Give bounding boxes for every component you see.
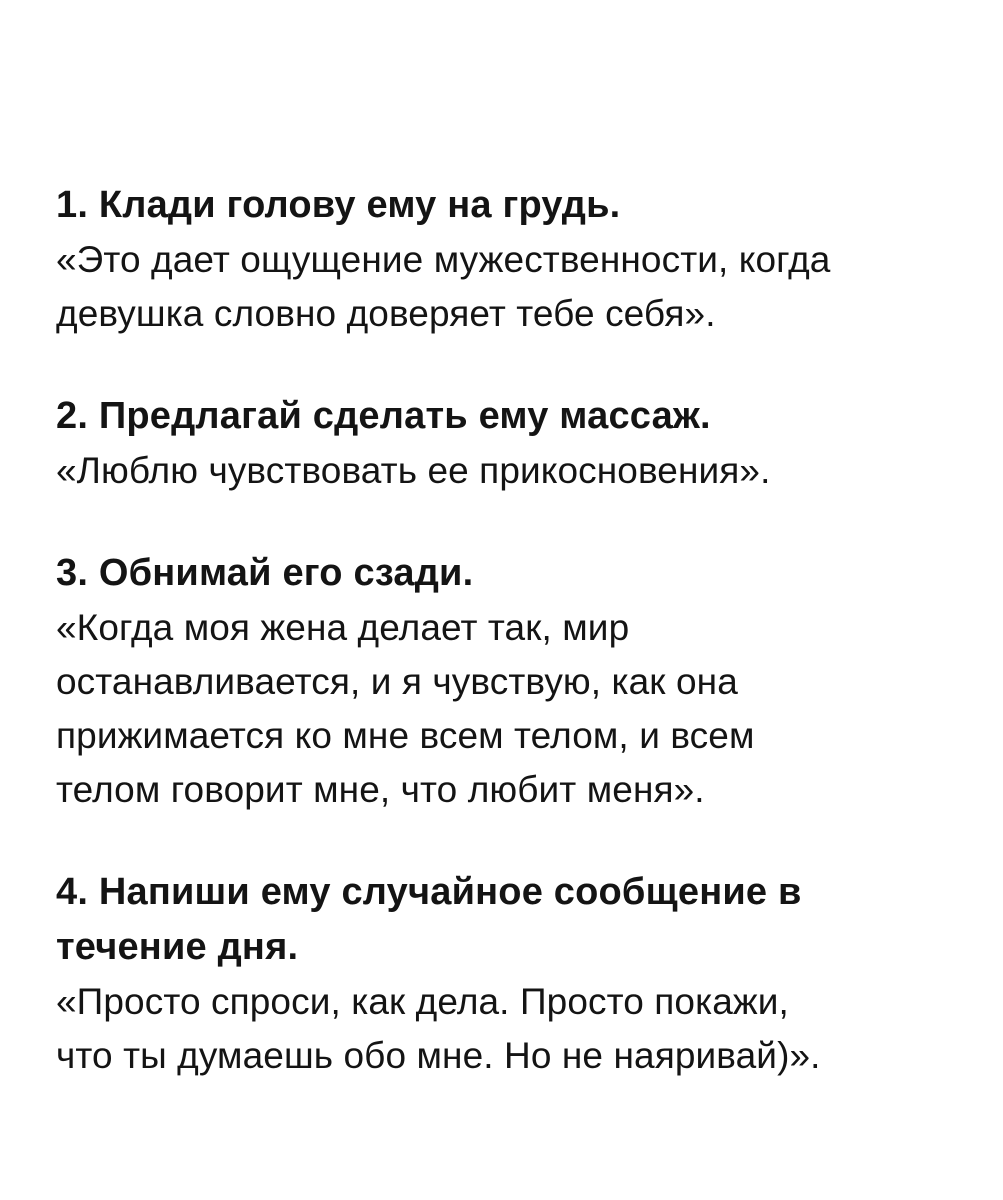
- tip-title: 2. Предлагай сделать ему массаж.: [56, 395, 711, 437]
- tip-quote-line: останавливается, и я чувствую, как она: [56, 661, 738, 702]
- tip-title: 3. Обнимай его сзади.: [56, 552, 474, 594]
- tip-item-1: [56, 178, 956, 341]
- tip-quote-line: «Люблю чувствовать ее прикосновения».: [56, 450, 771, 491]
- tip-quote-line: «Просто спроси, как дела. Просто покажи,: [56, 981, 789, 1022]
- tip-title-line: течение дня.: [56, 926, 299, 968]
- tip-item-3: [56, 546, 956, 817]
- tips-list: [56, 178, 956, 1083]
- tip-quote-line: что ты думаешь обо мне. Но не наяривай)».: [56, 1035, 821, 1076]
- tip-quote-line: телом говорит мне, что любит меня».: [56, 769, 705, 810]
- tip-item-4: [56, 865, 956, 1083]
- tip-title-line: 4. Напиши ему случайное сообщение в: [56, 871, 802, 913]
- tip-quote-line: прижимается ко мне всем телом, и всем: [56, 715, 755, 756]
- tip-title: 1. Клади голову ему на грудь.: [56, 184, 621, 226]
- tip-quote-line: «Когда моя жена делает так, мир: [56, 607, 630, 648]
- tip-quote-line: «Это дает ощущение мужественности, когда: [56, 239, 831, 280]
- tip-quote-line: девушка словно доверяет тебе себя».: [56, 293, 716, 334]
- tip-item-2: [56, 389, 956, 498]
